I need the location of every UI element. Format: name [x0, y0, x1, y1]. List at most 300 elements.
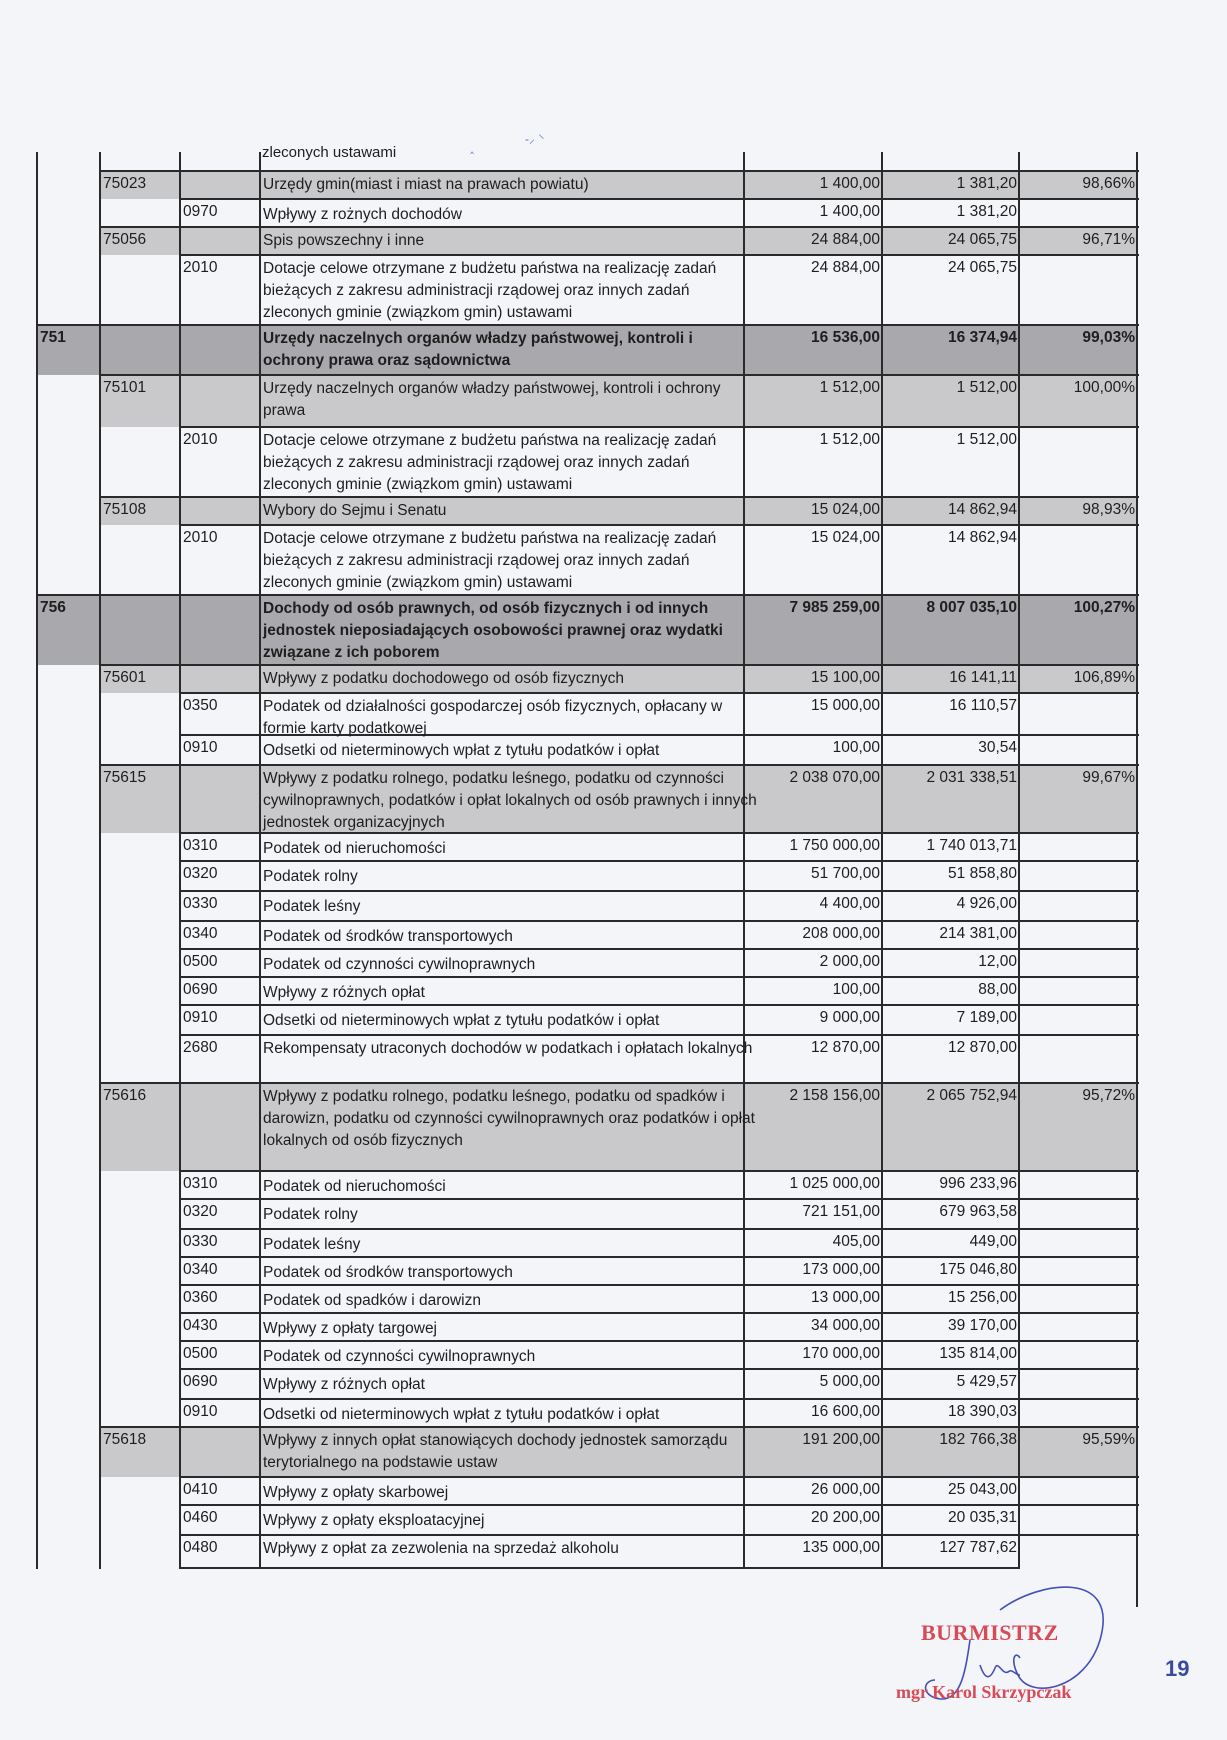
cell-opis: Urzędy gmin(miast i miast na prawach powiatu)	[263, 176, 589, 193]
cell-paragraf: 0340	[183, 1261, 218, 1278]
cell-dzial	[37, 891, 100, 921]
cell-procent	[1019, 891, 1137, 921]
cell-procent: 100,27%	[1019, 595, 1137, 665]
cell-rozdzial: 75023	[100, 171, 180, 199]
cell-paragraf: 0330	[183, 895, 218, 912]
cell-procent	[1019, 1399, 1137, 1427]
cell-opis: Wpływy z rożnych dochodów	[263, 206, 462, 223]
cell-paragraf: 0910	[183, 1403, 218, 1420]
cell-plan: 191 200,00	[744, 1427, 882, 1477]
scan-mark: ‸	[470, 140, 475, 154]
table-row-paragraf	[0, 1285, 1227, 1313]
cell-plan: 15 100,00	[744, 665, 882, 693]
table-row-paragraf	[0, 735, 1227, 765]
top-fragment-text: zleconych ustawami	[262, 144, 397, 161]
table-row-rozdzial	[0, 227, 1227, 255]
cell-opis: Odsetki od nieterminowych wpłat z tytułu podatków i opłat	[263, 1012, 660, 1029]
cell-paragraf	[180, 1083, 260, 1171]
cell-dzial	[37, 1535, 100, 1567]
cell-opis: Podatek od środków transportowych	[263, 928, 513, 945]
cell-dzial	[37, 1229, 100, 1257]
cell-wykonanie: 14 862,94	[882, 497, 1019, 525]
cell-rozdzial	[100, 525, 180, 595]
cell-paragraf	[180, 1427, 260, 1477]
cell-wykonanie: 1 512,00	[956, 431, 1017, 448]
table-row-paragraf	[0, 949, 1227, 977]
cell-rozdzial	[100, 861, 180, 891]
cell-opis: Podatek rolny	[263, 1206, 358, 1223]
cell-procent	[1019, 1369, 1137, 1399]
cell-opis: Podatek od działalności gospodarczej osób fizycznych, opłacany w formie karty podatkowej	[263, 698, 723, 737]
cell-plan: 208 000,00	[802, 925, 880, 942]
cell-opis: Podatek od spadków i darowizn	[263, 1292, 481, 1309]
cell-plan: 20 200,00	[811, 1509, 880, 1526]
cell-opis: Odsetki od nieterminowych wpłat z tytułu podatków i opłat	[263, 742, 660, 759]
cell-plan: 15 000,00	[811, 697, 880, 714]
cell-wykonanie: 2 065 752,94	[882, 1083, 1019, 1171]
cell-rozdzial: 75108	[100, 497, 180, 525]
cell-opis: Podatek od nieruchomości	[263, 1178, 446, 1195]
scan-mark: -⸝ ⸌	[525, 132, 545, 146]
cell-dzial	[37, 1257, 100, 1285]
cell-paragraf: 0500	[183, 1345, 218, 1362]
cell-wykonanie: 7 189,00	[956, 1009, 1017, 1026]
cell-dzial	[37, 977, 100, 1005]
cell-dzial: 756	[37, 595, 100, 665]
cell-dzial	[37, 1505, 100, 1535]
cell-dzial	[37, 1341, 100, 1369]
table-row-paragraf	[0, 1399, 1227, 1427]
table-row-rozdzial	[0, 1083, 1227, 1171]
cell-paragraf	[180, 595, 260, 665]
cell-plan: 2 158 156,00	[744, 1083, 882, 1171]
cell-dzial	[37, 375, 100, 427]
cell-plan: 1 512,00	[744, 375, 882, 427]
cell-wykonanie: 16 374,94	[882, 325, 1019, 375]
cell-wykonanie: 24 065,75	[948, 259, 1017, 276]
table-bottom-border	[180, 1567, 1019, 1569]
cell-paragraf	[180, 171, 260, 199]
cell-wykonanie: 1 512,00	[882, 375, 1019, 427]
cell-rozdzial	[100, 1171, 180, 1199]
cell-rozdzial	[100, 1399, 180, 1427]
cell-plan: 5 000,00	[819, 1373, 880, 1390]
cell-wykonanie: 4 926,00	[956, 895, 1017, 912]
cell-paragraf: 0410	[183, 1481, 218, 1498]
cell-procent	[1019, 255, 1137, 325]
cell-dzial	[37, 525, 100, 595]
cell-rozdzial	[100, 1257, 180, 1285]
table-row-paragraf	[0, 525, 1227, 595]
cell-procent	[1019, 1477, 1137, 1505]
cell-paragraf: 0970	[183, 203, 218, 220]
table-row-paragraf	[0, 1035, 1227, 1083]
table-row-paragraf	[0, 1341, 1227, 1369]
cell-rozdzial	[100, 891, 180, 921]
table-row-paragraf	[0, 1199, 1227, 1229]
cell-dzial	[37, 1199, 100, 1229]
table-row-paragraf	[0, 199, 1227, 227]
cell-procent	[1019, 1505, 1137, 1535]
cell-opis: Dotacje celowe otrzymane z budżetu państwa na realizację zadań bieżących z zakresu administracji rządowej oraz innych zadań zleconych gminie (związkom gmin) ustawami	[263, 260, 717, 321]
cell-plan: 12 870,00	[811, 1039, 880, 1056]
cell-wykonanie: 15 256,00	[948, 1289, 1017, 1306]
cell-plan: 24 884,00	[744, 227, 882, 255]
cell-rozdzial	[100, 595, 180, 665]
cell-dzial	[37, 1171, 100, 1199]
cell-procent: 99,67%	[1019, 765, 1137, 833]
cell-plan: 16 600,00	[811, 1403, 880, 1420]
cell-dzial	[37, 949, 100, 977]
stamp-title: BURMISTRZ	[921, 1620, 1059, 1645]
cell-paragraf: 0330	[183, 1233, 218, 1250]
cell-wykonanie: 16 141,11	[882, 665, 1019, 693]
cell-procent	[1019, 1341, 1137, 1369]
cell-rozdzial	[100, 1199, 180, 1229]
cell-paragraf	[180, 227, 260, 255]
cell-paragraf: 0430	[183, 1317, 218, 1334]
column-divider	[881, 152, 883, 1569]
cell-procent: 106,89%	[1019, 665, 1137, 693]
cell-rozdzial: 75601	[100, 665, 180, 693]
cell-plan: 34 000,00	[811, 1317, 880, 1334]
cell-plan: 1 400,00	[744, 171, 882, 199]
cell-plan: 4 400,00	[819, 895, 880, 912]
cell-opis: Wpływy z opłat za zezwolenia na sprzedaż alkoholu	[263, 1540, 619, 1557]
column-divider	[1136, 152, 1138, 1607]
table-row-dzial	[0, 325, 1227, 375]
table-row-paragraf	[0, 1369, 1227, 1399]
cell-rozdzial	[100, 1477, 180, 1505]
cell-plan: 173 000,00	[802, 1261, 880, 1278]
cell-procent	[1019, 1313, 1137, 1341]
cell-procent: 100,00%	[1019, 375, 1137, 427]
cell-rozdzial	[100, 325, 180, 375]
table-row-paragraf	[0, 255, 1227, 325]
table-row-paragraf	[0, 1477, 1227, 1505]
cell-plan: 2 000,00	[819, 953, 880, 970]
cell-opis: Wpływy z podatku rolnego, podatku leśnego, podatku od czynności cywilnoprawnych, podatków i opłat lokalnych od osób prawnych i innych jednostek organizacyjnych	[263, 770, 757, 831]
cell-rozdzial	[100, 1285, 180, 1313]
table-row-paragraf	[0, 1229, 1227, 1257]
column-divider	[179, 152, 181, 1569]
cell-procent	[1019, 693, 1137, 735]
cell-wykonanie: 16 110,57	[949, 697, 1017, 714]
cell-wykonanie: 25 043,00	[948, 1481, 1017, 1498]
cell-opis: Wpływy z opłaty eksploatacyjnej	[263, 1512, 485, 1529]
cell-dzial: 751	[37, 325, 100, 375]
cell-wykonanie: 20 035,31	[948, 1509, 1017, 1526]
table-row-paragraf	[0, 1313, 1227, 1341]
cell-dzial	[37, 693, 100, 735]
cell-plan: 16 536,00	[744, 325, 882, 375]
cell-wykonanie: 8 007 035,10	[882, 595, 1019, 665]
cell-dzial	[37, 665, 100, 693]
cell-dzial	[37, 497, 100, 525]
cell-rozdzial	[100, 1035, 180, 1083]
cell-plan: 13 000,00	[811, 1289, 880, 1306]
cell-plan: 170 000,00	[802, 1345, 880, 1362]
cell-procent	[1019, 1535, 1137, 1567]
cell-wykonanie: 182 766,38	[882, 1427, 1019, 1477]
cell-paragraf	[180, 665, 260, 693]
cell-dzial	[37, 921, 100, 949]
cell-wykonanie: 14 862,94	[948, 529, 1017, 546]
cell-rozdzial: 75615	[100, 765, 180, 833]
cell-procent	[1019, 1229, 1137, 1257]
table-row-paragraf	[0, 861, 1227, 891]
cell-paragraf: 0480	[183, 1539, 218, 1556]
cell-procent: 98,93%	[1019, 497, 1137, 525]
cell-opis: Dochody od osób prawnych, od osób fizycznych i od innych jednostek nieposiadających osobowości prawnej oraz wydatki związane z ich poborem	[263, 600, 723, 661]
cell-paragraf: 0910	[183, 1009, 218, 1026]
table-row-paragraf	[0, 833, 1227, 861]
cell-rozdzial	[100, 1535, 180, 1567]
cell-plan: 1 025 000,00	[789, 1175, 880, 1192]
cell-procent	[1019, 1285, 1137, 1313]
cell-rozdzial	[100, 1313, 180, 1341]
cell-dzial	[37, 1427, 100, 1477]
cell-dzial	[37, 199, 100, 227]
cell-paragraf: 0500	[183, 953, 218, 970]
table-row-rozdzial	[0, 1427, 1227, 1477]
cell-dzial	[37, 1399, 100, 1427]
cell-wykonanie: 5 429,57	[956, 1373, 1017, 1390]
cell-dzial	[37, 735, 100, 765]
cell-dzial	[37, 1005, 100, 1035]
cell-procent	[1019, 861, 1137, 891]
cell-paragraf: 2680	[183, 1039, 218, 1056]
column-divider	[1018, 152, 1020, 1569]
stamp-name: mgr Karol Skrzypczak	[896, 1682, 1072, 1702]
cell-plan: 7 985 259,00	[744, 595, 882, 665]
cell-opis: Urzędy naczelnych organów władzy państwowej, kontroli i ochrony prawa	[263, 380, 721, 419]
cell-wykonanie: 39 170,00	[948, 1317, 1017, 1334]
table-row-paragraf	[0, 1005, 1227, 1035]
column-divider	[36, 152, 38, 1569]
cell-paragraf: 0690	[183, 1373, 218, 1390]
cell-rozdzial	[100, 977, 180, 1005]
cell-procent	[1019, 921, 1137, 949]
cell-procent	[1019, 833, 1137, 861]
cell-plan: 405,00	[832, 1233, 880, 1250]
cell-opis: Wpływy z różnych opłat	[263, 984, 425, 1001]
cell-rozdzial	[100, 1369, 180, 1399]
cell-rozdzial	[100, 693, 180, 735]
cell-wykonanie: 18 390,03	[948, 1403, 1017, 1420]
cell-procent	[1019, 427, 1137, 497]
cell-paragraf: 0690	[183, 981, 218, 998]
cell-plan: 51 700,00	[811, 865, 880, 882]
cell-opis: Podatek od nieruchomości	[263, 840, 446, 857]
cell-opis: Podatek leśny	[263, 1236, 361, 1253]
cell-opis: Odsetki od nieterminowych wpłat z tytułu podatków i opłat	[263, 1406, 660, 1423]
cell-procent	[1019, 1035, 1137, 1083]
cell-plan: 721 151,00	[802, 1203, 880, 1220]
cell-rozdzial	[100, 255, 180, 325]
cell-wykonanie: 2 031 338,51	[882, 765, 1019, 833]
table-row-paragraf	[0, 1535, 1227, 1567]
cell-plan: 1 750 000,00	[789, 837, 880, 854]
cell-opis: Wpływy z innych opłat stanowiących dochody jednostek samorządu terytorialnego na podstawie ustaw	[263, 1432, 728, 1471]
cell-opis: Urzędy naczelnych organów władzy państwowej, kontroli i ochrony prawa oraz sądownictwa	[263, 330, 693, 369]
cell-dzial	[37, 171, 100, 199]
cell-procent: 95,59%	[1019, 1427, 1137, 1477]
cell-opis: Rekompensaty utraconych dochodów w podatkach i opłatach lokalnych	[263, 1040, 753, 1057]
cell-wykonanie: 88,00	[978, 981, 1017, 998]
table-row-rozdzial	[0, 497, 1227, 525]
cell-plan: 2 038 070,00	[744, 765, 882, 833]
cell-dzial	[37, 1477, 100, 1505]
column-divider	[99, 152, 101, 1569]
cell-rozdzial	[100, 833, 180, 861]
cell-procent	[1019, 735, 1137, 765]
cell-paragraf: 0360	[183, 1289, 218, 1306]
cell-wykonanie: 12,00	[978, 953, 1017, 970]
cell-paragraf	[180, 497, 260, 525]
cell-rozdzial	[100, 1005, 180, 1035]
cell-rozdzial	[100, 199, 180, 227]
cell-opis: Podatek od czynności cywilnoprawnych	[263, 956, 536, 973]
cell-procent: 99,03%	[1019, 325, 1137, 375]
cell-rozdzial	[100, 1341, 180, 1369]
cell-procent	[1019, 1171, 1137, 1199]
cell-dzial	[37, 765, 100, 833]
cell-rozdzial	[100, 1505, 180, 1535]
table-row-dzial	[0, 595, 1227, 665]
cell-opis: Wpływy z opłaty targowej	[263, 1320, 438, 1337]
cell-dzial	[37, 1369, 100, 1399]
cell-opis: Wpływy z różnych opłat	[263, 1376, 425, 1393]
table-row-paragraf	[0, 693, 1227, 735]
cell-rozdzial	[100, 427, 180, 497]
cell-plan: 26 000,00	[811, 1481, 880, 1498]
cell-opis: Wybory do Sejmu i Senatu	[263, 502, 447, 519]
cell-paragraf	[180, 375, 260, 427]
cell-paragraf: 0320	[183, 865, 218, 882]
cell-plan: 24 884,00	[811, 259, 880, 276]
table-row-rozdzial	[0, 375, 1227, 427]
table-row-paragraf	[0, 1505, 1227, 1535]
table-row-rozdzial	[0, 765, 1227, 833]
table-row-paragraf	[0, 1171, 1227, 1199]
cell-paragraf	[180, 325, 260, 375]
table-row-paragraf	[0, 921, 1227, 949]
cell-wykonanie: 449,00	[969, 1233, 1017, 1250]
cell-plan: 9 000,00	[819, 1009, 880, 1026]
cell-procent: 95,72%	[1019, 1083, 1137, 1171]
table-row-paragraf	[0, 1257, 1227, 1285]
cell-plan: 100,00	[832, 739, 880, 756]
cell-paragraf: 0310	[183, 837, 218, 854]
cell-wykonanie: 679 963,58	[939, 1203, 1017, 1220]
table-row-rozdzial	[0, 665, 1227, 693]
cell-dzial	[37, 1285, 100, 1313]
cell-procent	[1019, 525, 1137, 595]
cell-paragraf: 2010	[183, 431, 218, 448]
cell-dzial	[37, 255, 100, 325]
cell-opis: Podatek leśny	[263, 898, 361, 915]
cell-wykonanie: 12 870,00	[948, 1039, 1017, 1056]
cell-dzial	[37, 1035, 100, 1083]
cell-procent	[1019, 199, 1137, 227]
cell-wykonanie: 51 858,80	[948, 865, 1017, 882]
cell-plan: 1 400,00	[819, 203, 880, 220]
cell-paragraf	[180, 765, 260, 833]
cell-paragraf: 0320	[183, 1203, 218, 1220]
cell-procent	[1019, 1199, 1137, 1229]
cell-rozdzial	[100, 949, 180, 977]
cell-wykonanie: 996 233,96	[939, 1175, 1017, 1192]
table-row-rozdzial	[0, 171, 1227, 199]
table-row-paragraf	[0, 977, 1227, 1005]
cell-procent	[1019, 949, 1137, 977]
cell-opis: Dotacje celowe otrzymane z budżetu państwa na realizację zadań bieżących z zakresu administracji rządowej oraz innych zadań zleconych gminie (związkom gmin) ustawami	[263, 432, 717, 493]
cell-rozdzial: 75616	[100, 1083, 180, 1171]
cell-wykonanie: 30,54	[978, 739, 1017, 756]
cell-procent: 96,71%	[1019, 227, 1137, 255]
cell-paragraf: 0460	[183, 1509, 218, 1526]
cell-opis: Wpływy z podatku rolnego, podatku leśnego, podatku od spadków i darowizn, podatku od czynności cywilnoprawnych oraz podatków i opłat lokalnych od osób fizycznych	[263, 1088, 755, 1149]
cell-wykonanie: 175 046,80	[939, 1261, 1017, 1278]
cell-wykonanie: 1 381,20	[882, 171, 1019, 199]
cell-plan: 15 024,00	[811, 529, 880, 546]
cell-opis: Wpływy z opłaty skarbowej	[263, 1484, 449, 1501]
cell-plan: 135 000,00	[802, 1539, 880, 1556]
cell-paragraf: 0910	[183, 739, 218, 756]
cell-dzial	[37, 833, 100, 861]
cell-opis: Podatek od środków transportowych	[263, 1264, 513, 1281]
cell-opis: Wpływy z podatku dochodowego od osób fizycznych	[263, 670, 625, 687]
cell-opis: Podatek od czynności cywilnoprawnych	[263, 1348, 536, 1365]
cell-rozdzial: 75056	[100, 227, 180, 255]
cell-rozdzial: 75618	[100, 1427, 180, 1477]
table-row-paragraf	[0, 427, 1227, 497]
cell-procent	[1019, 1005, 1137, 1035]
cell-plan: 15 024,00	[744, 497, 882, 525]
cell-plan: 1 512,00	[819, 431, 880, 448]
cell-procent: 98,66%	[1019, 171, 1137, 199]
cell-procent	[1019, 1257, 1137, 1285]
cell-wykonanie: 1 381,20	[956, 203, 1017, 220]
cell-opis: Podatek rolny	[263, 868, 358, 885]
cell-opis: Spis powszechny i inne	[263, 232, 425, 249]
cell-dzial	[37, 861, 100, 891]
cell-paragraf: 0340	[183, 925, 218, 942]
cell-paragraf: 0350	[183, 697, 218, 714]
table-row-paragraf	[0, 891, 1227, 921]
cell-rozdzial	[100, 1229, 180, 1257]
cell-paragraf: 2010	[183, 529, 218, 546]
cell-rozdzial: 75101	[100, 375, 180, 427]
cell-wykonanie: 127 787,62	[939, 1539, 1017, 1556]
page-number: 19	[1165, 1656, 1190, 1681]
cell-paragraf: 2010	[183, 259, 218, 276]
cell-dzial	[37, 1083, 100, 1171]
cell-wykonanie: 1 740 013,71	[926, 837, 1017, 854]
cell-paragraf: 0310	[183, 1175, 218, 1192]
cell-dzial	[37, 1313, 100, 1341]
cell-procent	[1019, 977, 1137, 1005]
cell-wykonanie: 135 814,00	[939, 1345, 1017, 1362]
cell-rozdzial	[100, 921, 180, 949]
cell-rozdzial	[100, 735, 180, 765]
cell-plan: 100,00	[832, 981, 880, 998]
cell-opis: Dotacje celowe otrzymane z budżetu państwa na realizację zadań bieżących z zakresu administracji rządowej oraz innych zadań zleconych gminie (związkom gmin) ustawami	[263, 530, 717, 591]
cell-dzial	[37, 227, 100, 255]
cell-wykonanie: 24 065,75	[882, 227, 1019, 255]
cell-wykonanie: 214 381,00	[939, 925, 1017, 942]
